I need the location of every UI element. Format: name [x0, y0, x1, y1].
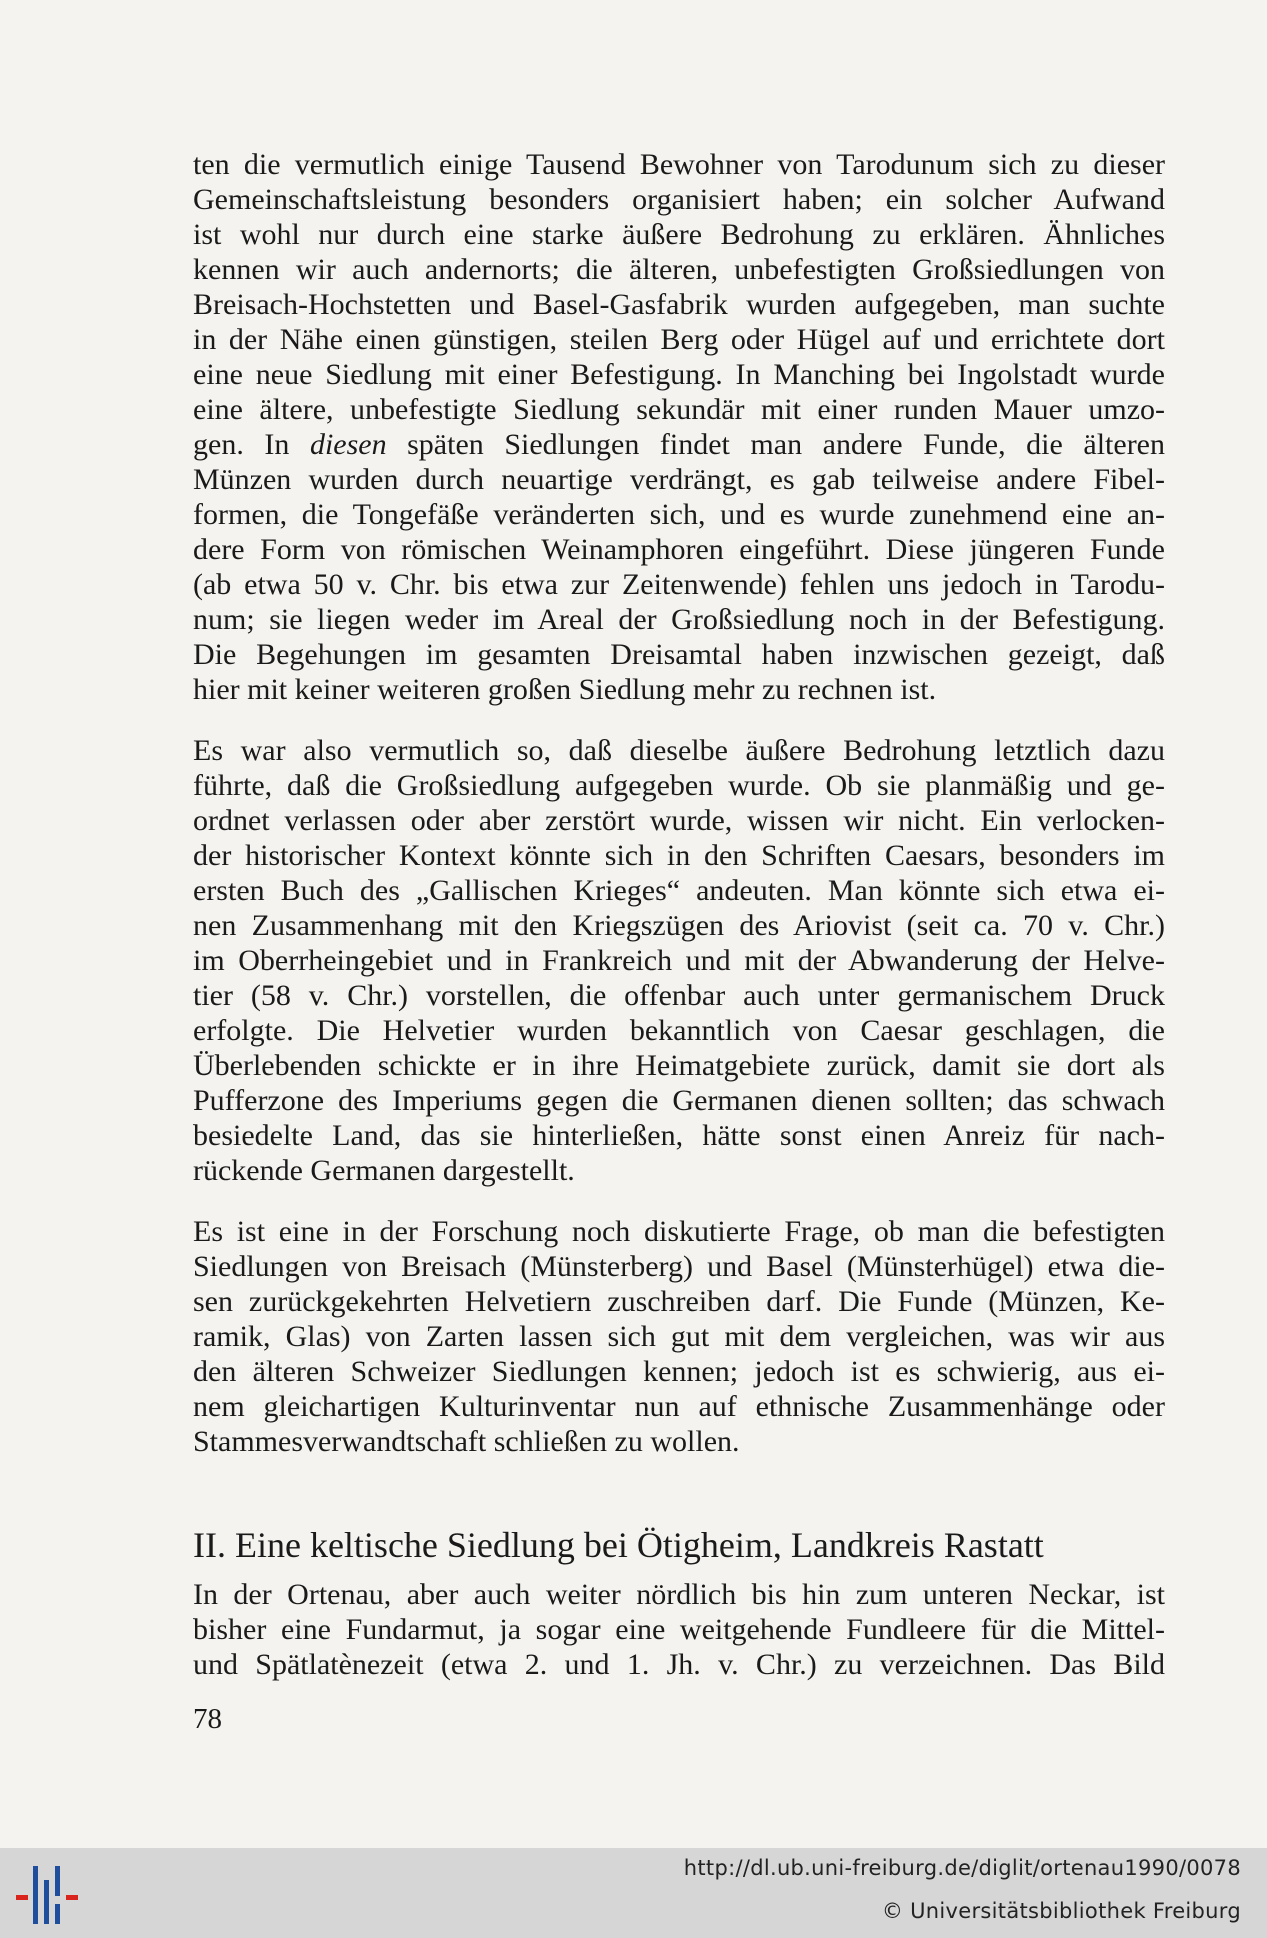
- text-line: ist wohl nur durch eine starke äußere Bedrohung zu erklären. Ähnliches: [193, 218, 1165, 251]
- text-line: besiedelte Land, das sie hinterließen, hätte sonst einen Anreiz für nach-: [193, 1119, 1165, 1152]
- footer-bar: [0, 1848, 1267, 1938]
- logo-bar: [44, 1880, 49, 1924]
- logo-bar: [33, 1866, 38, 1924]
- text-line: dere Form von römischen Weinamphoren eingeführt. Diese jüngeren Funde: [193, 533, 1165, 566]
- copyright-notice: © Universitätsbibliothek Freiburg: [881, 1899, 1241, 1923]
- text-line: Pufferzone des Imperiums gegen die Germanen dienen sollten; das schwach: [193, 1084, 1165, 1117]
- text-line: rückende Germanen dargestellt.: [193, 1154, 575, 1187]
- text-line: In der Ortenau, aber auch weiter nördlich bis hin zum unteren Neckar, ist: [193, 1578, 1165, 1611]
- text-line: Es war also vermutlich so, daß dieselbe äußere Bedrohung letztlich dazu: [193, 734, 1165, 767]
- ub-freiburg-logo-icon: [14, 1860, 84, 1930]
- text-line: Stammesverwandtschaft schließen zu wollen.: [193, 1425, 740, 1458]
- text-line: den älteren Schweizer Siedlungen kennen; jedoch ist es schwierig, aus ei-: [193, 1355, 1165, 1388]
- logo-dash: [16, 1895, 28, 1900]
- text-line: Die Begehungen im gesamten Dreisamtal haben inzwischen gezeigt, daß: [193, 638, 1165, 671]
- text-line: und Spätlatènezeit (etwa 2. und 1. Jh. v. Chr.) zu verzeichnen. Das Bild: [193, 1648, 1165, 1681]
- text-line: nem gleichartigen Kulturinventar nun auf ethnische Zusammenhänge oder: [193, 1390, 1165, 1423]
- text-line: formen, die Tongefäße veränderten sich, und es wurde zunehmend eine an-: [193, 498, 1165, 531]
- paragraph-2: [193, 733, 1165, 1188]
- text-line: sen zurückgekehrten Helvetiern zuschreiben darf. Die Funde (Münzen, Ke-: [193, 1285, 1165, 1318]
- text-line: eine ältere, unbefestigte Siedlung sekundär mit einer runden Mauer umzo-: [193, 393, 1165, 426]
- paragraph-3: [193, 1214, 1165, 1459]
- page-number: 78: [193, 1703, 222, 1735]
- text-line: ordnet verlassen oder aber zerstört wurde, wissen wir nicht. Ein verlocken-: [193, 804, 1165, 837]
- text-line: bisher eine Fundarmut, ja sogar eine weitgehende Fundleere für die Mittel-: [193, 1613, 1165, 1646]
- logo-dash: [66, 1895, 78, 1900]
- text-line: kennen wir auch andernorts; die älteren, unbefestigten Großsiedlungen von: [193, 253, 1165, 286]
- logo-bar: [55, 1904, 60, 1924]
- text-line: der historischer Kontext könnte sich in den Schriften Caesars, besonders im: [193, 839, 1165, 872]
- text-line: Es ist eine in der Forschung noch diskutierte Frage, ob man die befestigten: [193, 1215, 1165, 1248]
- text-run: späten Siedlungen findet man andere Funde, die älteren: [386, 428, 1165, 461]
- text-line: [193, 427, 1165, 462]
- text-line: ramik, Glas) von Zarten lassen sich gut mit dem vergleichen, was wir aus: [193, 1320, 1165, 1353]
- text-line: Münzen wurden durch neuartige verdrängt, es gab teilweise andere Fibel-: [193, 463, 1165, 496]
- text-line: hier mit keiner weiteren großen Siedlung mehr zu rechnen ist.: [193, 673, 937, 706]
- text-line: (ab etwa 50 v. Chr. bis etwa zur Zeitenwende) fehlen uns jedoch in Tarodu-: [193, 568, 1165, 601]
- text-line: num; sie liegen weder im Areal der Großsiedlung noch in der Befestigung.: [193, 603, 1165, 636]
- text-line: erfolgte. Die Helvetier wurden bekanntlich von Caesar geschlagen, die: [193, 1014, 1165, 1047]
- text-run: gen. In: [193, 428, 310, 461]
- text-line: Überlebenden schickte er in ihre Heimatgebiete zurück, damit sie dort als: [193, 1049, 1165, 1082]
- text-line: ersten Buch des „Gallischen Krieges“ andeuten. Man könnte sich etwa ei-: [193, 874, 1165, 907]
- logo-bar: [55, 1866, 60, 1896]
- paragraph-1: [193, 147, 1165, 707]
- source-url[interactable]: http://dl.ub.uni-freiburg.de/diglit/ortenau1990/0078: [683, 1856, 1241, 1880]
- text-line: führte, daß die Großsiedlung aufgegeben wurde. Ob sie planmäßig und ge-: [193, 769, 1165, 802]
- text-line: eine neue Siedlung mit einer Befestigung. In Manching bei Ingolstadt wurde: [193, 358, 1165, 391]
- text-line: tier (58 v. Chr.) vorstellen, die offenbar auch unter germanischem Druck: [193, 979, 1165, 1012]
- text-line: Siedlungen von Breisach (Münsterberg) und Basel (Münsterhügel) etwa die-: [193, 1250, 1165, 1283]
- text-line: in der Nähe einen günstigen, steilen Berg oder Hügel auf und errichtete dort: [193, 323, 1165, 356]
- text-line: Gemeinschaftsleistung besonders organisiert haben; ein solcher Aufwand: [193, 183, 1165, 216]
- text-line: im Oberrheingebiet und in Frankreich und mit der Abwanderung der Helve-: [193, 944, 1165, 977]
- text-line: ten die vermutlich einige Tausend Bewohner von Tarodunum sich zu dieser: [193, 148, 1165, 181]
- text-line: nen Zusammenhang mit den Kriegszügen des Ariovist (seit ca. 70 v. Chr.): [193, 909, 1165, 942]
- text-line: Breisach-Hochstetten und Basel-Gasfabrik wurden aufgegeben, man suchte: [193, 288, 1165, 321]
- section-heading: II. Eine keltische Siedlung bei Ötigheim, Landkreis Rastatt: [193, 1525, 1044, 1565]
- emphasized-word: diesen: [309, 428, 387, 461]
- section-paragraph: [193, 1577, 1165, 1682]
- body-text: [193, 147, 1165, 1708]
